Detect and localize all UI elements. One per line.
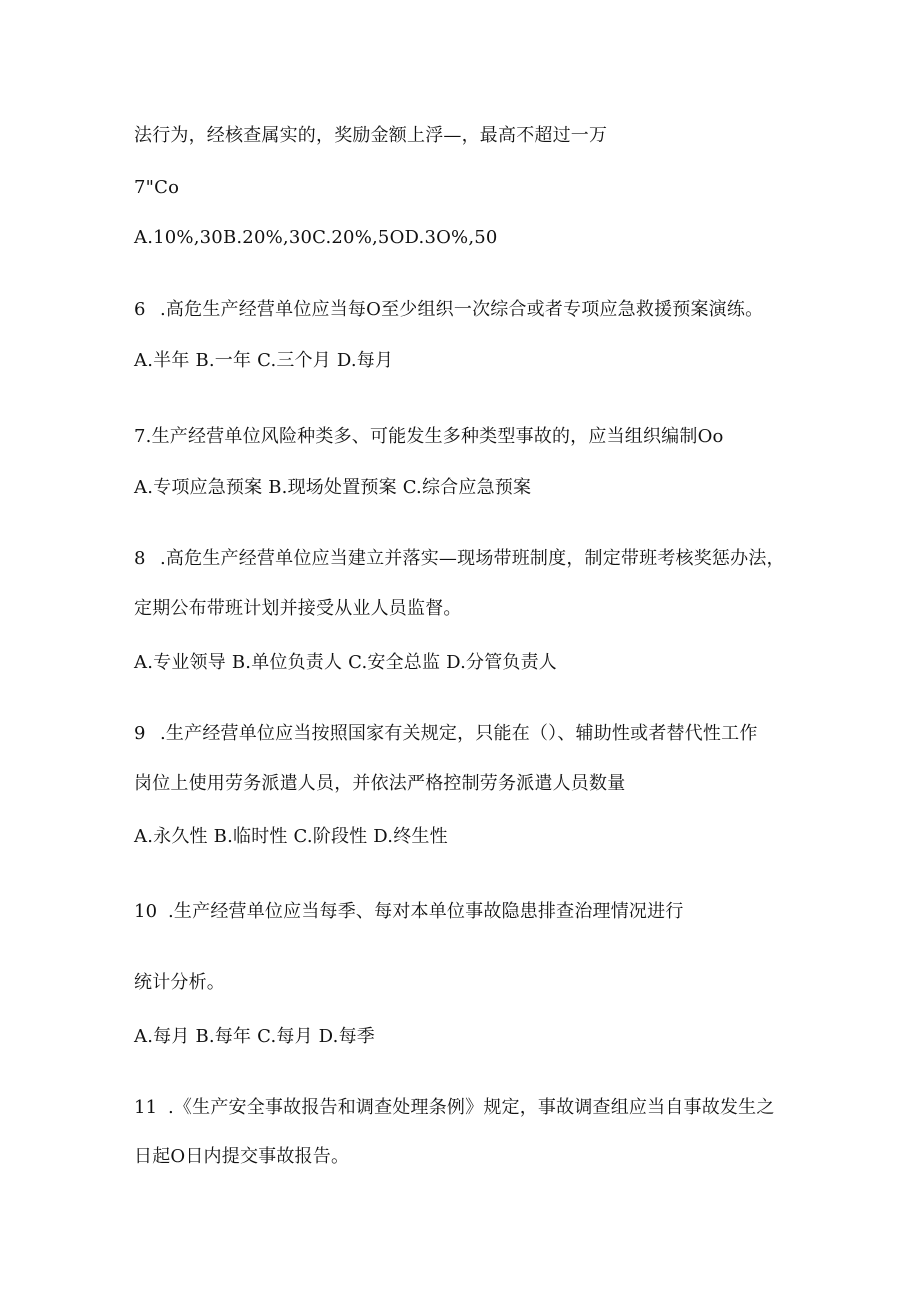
question-line: 11 .《生产安全事故报告和调查处理条例》规定，事故调查组应当自事故发生之 — [134, 1097, 775, 1118]
option-line: A.10%,30B.20%,30C.20%,5OD.3O%,50 — [134, 227, 498, 248]
question-line: 6 .高危生产经营单位应当每O至少组织一次综合或者专项应急救援预案演练。 — [134, 299, 764, 320]
option-line: A.每月 B.每年 C.每月 D.每季 — [134, 1026, 375, 1047]
text-line: 7"Co — [134, 177, 180, 198]
question-line-continued: 岗位上使用劳务派遣人员，并依法严格控制劳务派遣人员数量 — [134, 773, 626, 794]
question-number: 10 — [134, 901, 158, 922]
question-number: 6 — [134, 299, 146, 320]
question-line: 7.生产经营单位风险种类多、可能发生多种类型事故的，应当组织编制Oo — [134, 426, 724, 447]
text-line: 法行为，经核查属实的，奖励金额上浮—，最高不超过一万 — [134, 125, 608, 146]
option-line: A.专项应急预案 B.现场处置预案 C.综合应急预案 — [134, 477, 532, 498]
question-line-continued: 日起O日内提交事故报告。 — [134, 1146, 350, 1167]
option-line: A.半年 B.一年 C.三个月 D.每月 — [134, 350, 394, 371]
question-line-continued: 定期公布带班计划并接受从业人员监督。 — [134, 598, 462, 619]
question-number: 9 — [134, 723, 146, 744]
question-number: 8 — [134, 548, 146, 569]
option-line: A.永久性 B.临时性 C.阶段性 D.终生性 — [134, 826, 448, 847]
question-line: 9 .生产经营单位应当按照国家有关规定，只能在（）、辅助性或者替代性工作 — [134, 723, 758, 744]
question-line: 8 .高危生产经营单位应当建立并落实—现场带班制度，制定带班考核奖惩办法， — [134, 548, 785, 569]
question-line: 10 .生产经营单位应当每季、每对本单位事故隐患排查治理情况进行 — [134, 901, 684, 922]
option-line: A.专业领导 B.单位负责人 C.安全总监 D.分管负责人 — [134, 652, 557, 673]
question-line-continued: 统计分析。 — [134, 972, 225, 993]
question-number: 11 — [134, 1097, 158, 1118]
